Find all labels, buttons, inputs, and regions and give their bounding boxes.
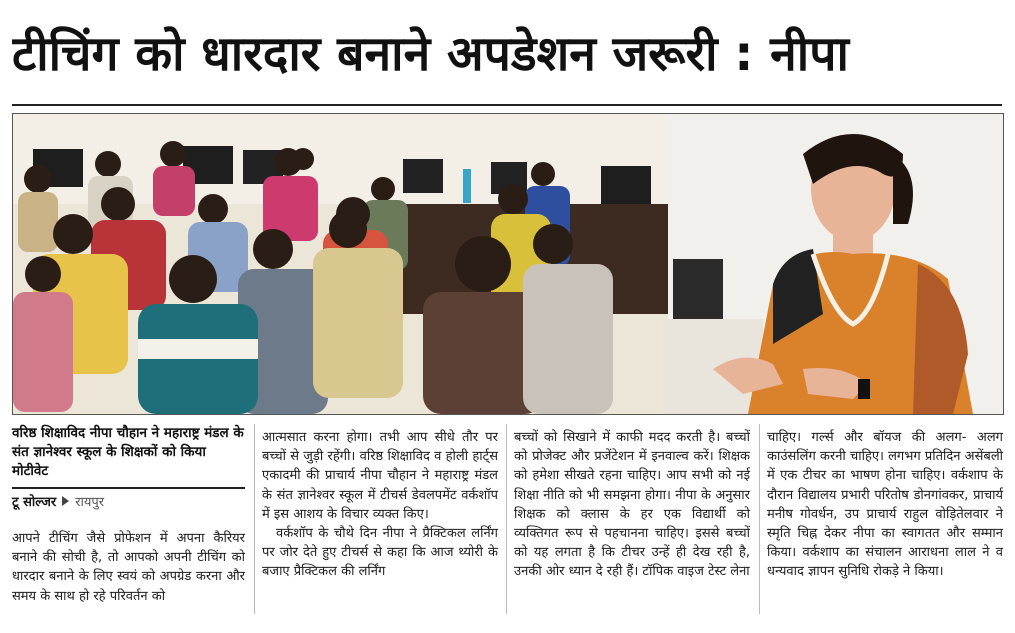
column-3: [514, 428, 750, 582]
paragraph: चाहिए। गर्ल्स और बॉयज की अलग- अलग काउंसलिंग करनी चाहिए। लगभग प्रतिदिन असेंबली में एक टीचर का भाषण होना चाहिए। वर्कशाप के दौरान विद्यालय प्रभारी परितोष डोनगांवकर, प्राचार्य मनीष गोवर्धन, उप प्राचार्य राहुल वोड़ितेलवार ने स्मृति चिह्न देकर नीपा का स्वागतत और सम्मान किया। वर्कशाप का संचालन आराधना लाल ने व धन्यवाद ज्ञापन सुनिधि रोकड़े ने किया।: [767, 430, 1003, 580]
column-divider: [506, 424, 507, 614]
workshop-photo: [12, 113, 1004, 415]
column-4: [767, 428, 1003, 582]
author: टू सोल्जर: [12, 495, 57, 510]
paragraph: वर्कशॉप के चौथे दिन नीपा ने प्रैक्टिकल लर्निंग पर जोर देते हुए टीचर्स से कहा कि आज थ्योरी के बजाए प्रैक्टिकल की लर्निंग: [262, 526, 498, 580]
paragraph: आत्मसात करना होगा। तभी आप सीधे तौर पर बच्चों से जुड़ी रहेंगी। वरिष्ठ शिक्षाविद व होली हार्ट्स एकादमी की प्राचार्य नीपा चौहान ने महाराष्ट्र मंडल के संत ज्ञानेश्वर स्कूल में टीचर्स डेवलपमेंट वर्कशॉप में इस आशय के विचार व्यक्त किए।: [262, 430, 498, 522]
column-divider: [759, 424, 760, 614]
column-divider: [254, 424, 255, 614]
dateline-place: रायपुर: [75, 495, 105, 510]
column-1: [12, 529, 245, 606]
sidebar-box: [12, 424, 245, 510]
paragraph: बच्चों को सिखाने में काफी मदद करती है। बच्चों को प्रोजेक्ट और प्रजेंटेशन में इनवाल्व करें। शिक्षक को हमेशा सीखते रहना चाहिए। आप सभी को नई शिक्षा नीति को भी समझना होगा। नीपा के अनुसार शिक्षक को क्लास के हर एक विद्यार्थी को व्यक्तिगत रूप से पहचानना चाहिए। इससे बच्चों को यह लगता है कि टीचर उन्हें ही देख रही है, उनकी ओर ध्यान दे रही हैं। टॉपिक वाइज टेस्ट लेना: [514, 430, 750, 580]
byline: [12, 487, 245, 510]
paragraph: आपने टीचिंग जैसे प्रोफेशन में अपना कैरियर बनाने की सोची है, तो आपको अपनी टीचिंग को धारदार बनाने के लिए स्वयं को अपग्रेड करना और समय के साथ हो रहे परिवर्तन को: [12, 531, 245, 604]
column-2: [262, 428, 498, 582]
divider: [12, 104, 1002, 106]
headline: टीचिंग को धारदार बनाने अपडेशन जरूरी : नीपा: [12, 26, 849, 82]
subheadline: वरिष्ठ शिक्षाविद नीपा चौहान ने महाराष्ट्र मंडल के संत ज्ञानेश्वर स्कूल के शिक्षकों को किया मोटीवेट: [12, 425, 244, 479]
triangle-icon: [62, 496, 69, 506]
